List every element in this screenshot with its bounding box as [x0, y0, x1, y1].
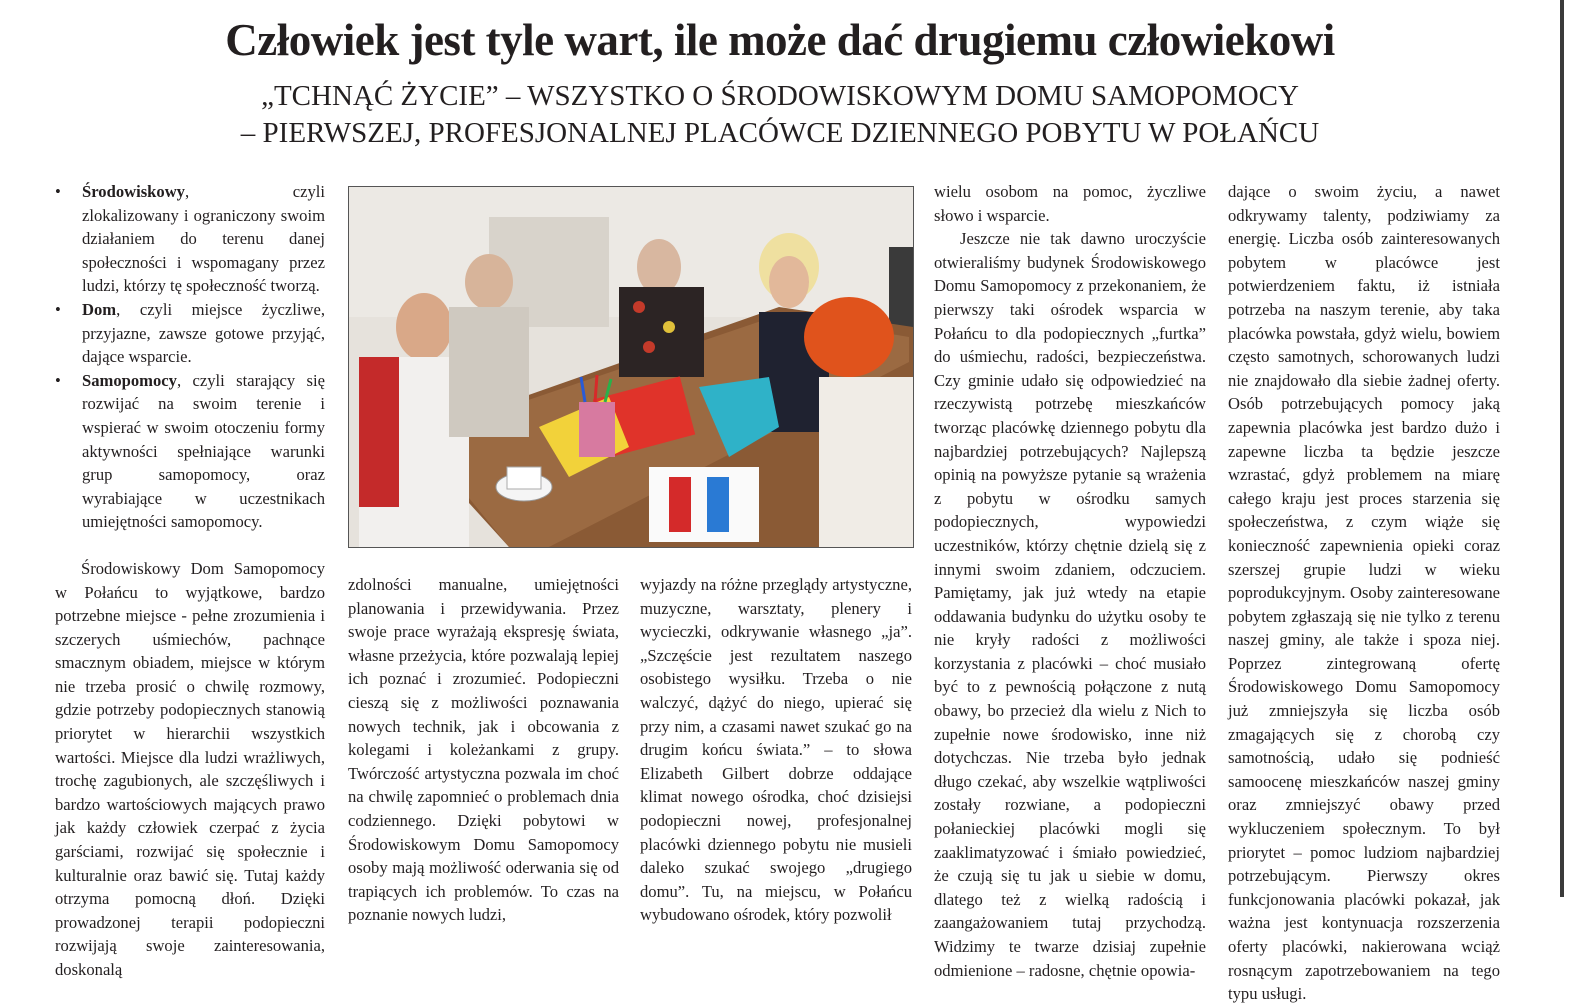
- definition-item: [55, 180, 325, 298]
- column-1: [55, 180, 325, 982]
- article-photo: [348, 186, 914, 548]
- bullet-icon: •: [55, 182, 61, 201]
- column-3: [640, 573, 912, 927]
- definition-list: [55, 180, 325, 534]
- definition-term: Środowiskowy: [82, 182, 185, 201]
- page-edge-divider: [1560, 0, 1564, 897]
- paragraph-spacer: [55, 534, 325, 557]
- article-title: Człowiek jest tyle wart, ile może dać drugiemu człowiekowi: [225, 15, 1335, 65]
- definition-term: Dom: [82, 299, 117, 319]
- body-paragraph: Środowiskowy Dom Samopomocy w Połańcu to wyjątkowe, bardzo potrzebne miejsce - pełne zrozumienia i szczerych uśmiechów, pachnące smacznym obiadem, miejsce w którym nie trzeba prosić o chwilę rozmowy, gdzie potrzeby podopiecznych stanowią priorytet w hierarchii wszystkich wartości. Miejsce dla ludzi wrażliwych, trochę zagubionych, ale szczęśliwych i bardzo wartościowych mających prawo jak każdy człowiek czerpać z życia garściami, rozwijać się społecznie i kulturalnie oraz bawić się. Tutaj każdy otrzyma pomocną dłoń. Dzięki prowadzonej terapii podopieczni rozwijają swoje zainteresowania, doskonalą: [55, 558, 325, 979]
- definition-text: , czyli miejsce życzliwe, przyjazne, zawsze gotowe przyjąć, dające wsparcie.: [82, 299, 325, 367]
- definition-text: , czyli starający się rozwijać na swoim terenie i wspierać w swoim otoczeniu formy aktywności spełniające warunki grup samopomocy, oraz wyrabiające w uczestnikach umiejętności samopomocy.: [82, 370, 325, 532]
- body-paragraph: wyjazdy na różne przeglądy artystyczne, muzyczne, warsztaty, plenery i wycieczki, odkrywanie własnego „ja”. „Szczęście jest rezultatem naszego osobistego wysiłku. Trzeba o nie walczyć, dążyć do niego, upierać się przy nim, a czasami nawet szukać go na drugim końcu świata.” – to słowa Elizabeth Gilbert dobrze oddające klimat nowego ośrodka, choć dzisiejsi podopieczni nowej, profesjonalnej placówki dziennego pobytu nie musieli daleko szukać swojego „drugiego domu”. Tu, na miejscu, w Połańcu wybudowano ośrodek, który pozwolił: [640, 575, 912, 925]
- column-2: [348, 573, 619, 927]
- body-paragraph: zdolności manualne, umiejętności planowania i przewidywania. Przez swoje prace wyrażają ekspresję świata, własne przeżycia, które pozwalają lepiej ich poznać i zrozumieć. Podopieczni cieszą się z możliwości poznawania nowych technik, jak i obcowania z kolegami i koleżankami z grupy. Twórczość artystyczna pozwala im choć na chwilę zapomnieć o problemach dnia codziennego. Dzięki pobytowi w Środowiskowym Domu Samopomocy osoby mają możliwość oderwania się od trapiących ich problemów. To czas na poznanie nowych ludzi,: [348, 575, 619, 925]
- definition-item: [55, 369, 325, 534]
- definition-text: , czyli zlokalizowany i ograniczony swoim działaniem do terenu danej społeczności i wspomagany przez ludzi, którzy tę społeczność tworzą.: [82, 182, 325, 296]
- column-5: [1228, 180, 1500, 1006]
- column-4: [934, 180, 1206, 982]
- body-paragraph: dające o swoim życiu, a nawet odkrywamy talenty, podziwiamy za energię. Liczba osób zainteresowanych pobytem w placówce jest potwierdzeniem faktu, iż istniała potrzeba na naszym terenie, aby taka placówka powstała, gdyż wielu, bowiem często samotnych, schorowanych ludzi nie znajdowało dla siebie żadnej oferty. Osób potrzebujących pomocy jaką zapewnia placówka jest bardzo dużo i zapewne liczba ta będzie jeszcze wzrastać, gdyż problemem na miarę całego kraju jest proces starzenia się społeczeństwa, z czym wiąże się konieczność zapewnienia opieki coraz szerszej grupie ludzi w wieku poprodukcyjnym. Osoby zainteresowane pobytem zgłaszają się nie tylko z terenu naszej gminy, ale także i spoza niej. Poprzez zintegrowaną ofertę Środowiskowego Domu Samopomocy już zmniejszyła się liczba osób zmagających się z chorobą czy samotnością, udało się podnieść samoocenę mieszkańców naszej gminy oraz zmniejszyć obawy przed wykluczeniem społecznym. To był priorytet – pomoc ludziom najbardziej potrzebującym. Pierwszy okres funkcjonowania placówki pokazał, jak ważna jest kontynuacja rozszerzenia oferty placówki, nakierowana wciąż rosnącym zapotrzebowaniem na tego typu usługi.: [1228, 182, 1500, 1004]
- body-paragraph: wielu osobom na pomoc, życzliwe słowo i wsparcie.: [934, 182, 1206, 225]
- subtitle-line-1: „TCHNĄĆ ŻYCIE” – WSZYSTKO O ŚRODOWISKOWYM DOMU SAMOPOMOCY: [261, 80, 1299, 112]
- bullet-icon: •: [55, 370, 61, 390]
- definition-item: [55, 298, 325, 369]
- bullet-icon: •: [55, 299, 61, 319]
- subtitle-line-2: – PIERWSZEJ, PROFESJONALNEJ PLACÓWCE DZIENNEGO POBYTU W POŁAŃCU: [240, 117, 1320, 149]
- body-paragraph: Jeszcze nie tak dawno uroczyście otwieraliśmy budynek Środowiskowego Domu Samopomocy z przekonaniem, że pierwszy taki ośrodek wsparcia w Połańcu to dla podopiecznych „furtka” do uśmiechu, radości, bezpieczeństwa. Czy gminie udało się odpowiedzieć na rzeczywistą potrzebę mieszkańców tworząc placówkę dziennego pobytu dla najbardziej potrzebujących? Najlepszą opinią na powyższe pytanie są wrażenia z pobytu w ośrodku samych podopiecznych, wypowiedzi uczestników, którzy chętnie dzielą się z innymi swoim zdaniem, odczuciem. Pamiętamy, jak już wtedy na etapie oddawania budynku do użytku osoby te nie kryły radości z możliwości korzystania z placówki – choć musiało być to z pewnością połączone z nutą obawy, bo przecież dla wielu z Nich to zupełnie nowe środowisko, inne niż dotychczas. Nie trzeba było jednak długo czekać, aby wszelkie wątpliwości zostały rozwiane, a podopieczni połanieckiej placówki mogli się zaaklimatyzować i śmiało powiedzieć, że czują się tu jak u siebie w domu, dlatego też z wielką radością i zaangażowaniem tutaj przychodzą. Widzimy te twarze dzisiaj zupełnie odmienione – radosne, chętnie opowia-: [934, 229, 1206, 980]
- article-subtitle: [40, 78, 1520, 152]
- definition-term: Samopomocy: [82, 370, 177, 390]
- workshop-photo-illustration: [349, 187, 913, 547]
